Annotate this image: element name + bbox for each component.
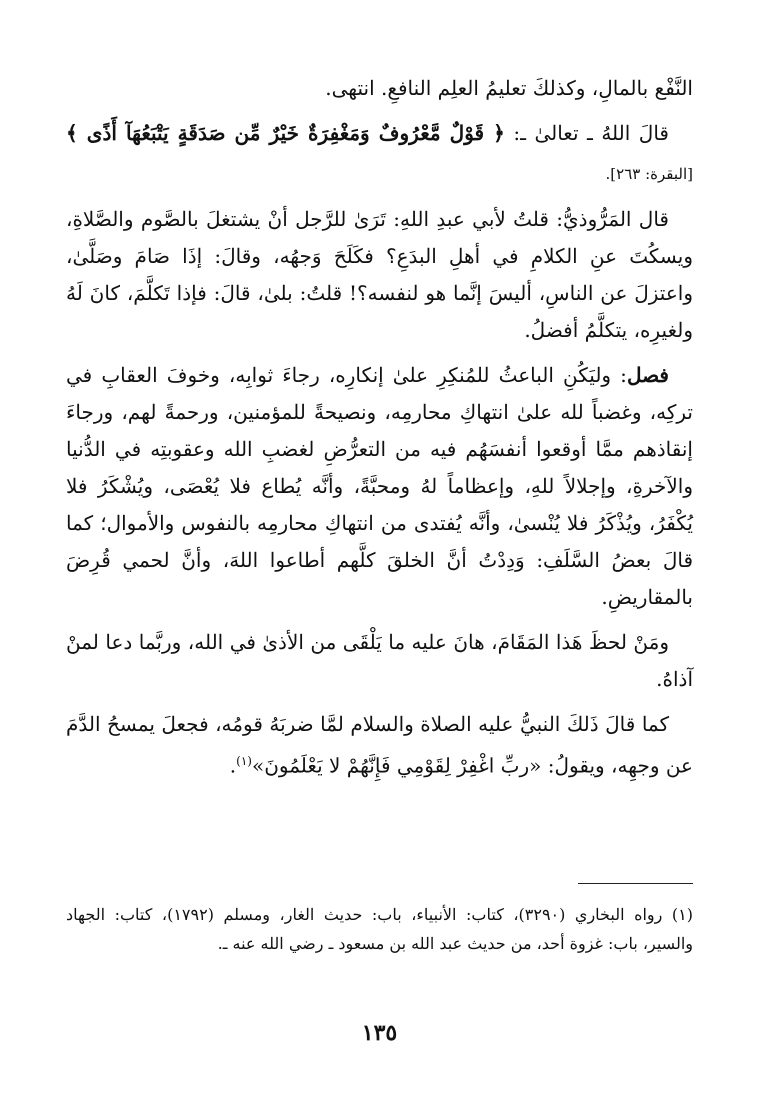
paragraph-4 xyxy=(66,357,693,616)
quran-verse: ﴿ قَوْلٌ مَّعْرُوفٌ وَمَغْفِرَةٌ خَيْرٌ مِّن صَدَقَةٍ يَتْبَعُهَآ أَذًى ﴾ xyxy=(66,121,505,145)
paragraph-6-body: كما قالَ ذَلكَ النبيُّ عليه الصلاة والسلام لمَّا ضربَهُ قومُه، فجعلَ يمسحُ الدَّمَ عن وجهِه، ويقولُ: «ربِّ اغْفِرْ لِقَوْمِي فَإِنَّهُمْ لا يَعْلَمُونَ» xyxy=(66,712,693,778)
paragraph-3: قال المَرُّوذيُّ: قلتُ لأبي عبدِ اللهِ: تَرَىٰ للرَّجل أنْ يشتغلَ بالصَّوم والصَّلاةِ، ويسكُتَ عنِ الكلامِ في أهلِ البدَعِ؟ فكَلَحَ وَجهُه، وقالَ: إذَا صَامَ وصَلَّىٰ، واعتزلَ عن الناسِ، أليسَ إنَّما هو لنفسه؟! قلتُ: بلىٰ، قالَ: فإذا تَكلَّمَ، كانَ لَهُ ولغيرِه، يتكلَّمُ أفضلُ. xyxy=(66,207,693,342)
paragraph-6 xyxy=(66,706,693,785)
page-number: ١٣٥ xyxy=(361,1020,398,1046)
footnote-text: (١) رواه البخاري (٣٢٩٠)، كتاب: الأنبياء، باب: حديث الغار، ومسلم (١٧٩٢)، كتاب: الجهاد والسير، باب: غزوة أحد، من حديث عبد الله بن مسعود ـ رضي الله عنه ـ. xyxy=(66,905,694,953)
paragraph-4-body: : وليَكُنِ الباعثُ للمُنكِرِ علىٰ إنكارِه، رجاءَ ثوابِه، وخوفَ العقابِ في تركِه، وغضباً لله علىٰ انتهاكِ محارمِه، ونصيحةً للمؤمنين، ورحمةً لهم، ورجاءَ إنقاذهم ممَّا أوقعوا أنفسَهُم فيه من التعرُّضِ لغضبِ الله وعقوبتِه في الدُّنيا والآخرةِ، وإجلالاً للهِ، وإعظاماً لهُ ومحبَّةً، وأنَّه يُطاع فلا يُعْصَى، ويُشْكَرُ فلا يُكْفَرُ، ويُذْكَرُ فلا يُنْسىٰ، وأنَّه يُفتدى من انتهاكِ محارمِه بالنفوس والأموال؛ كما قالَ بعضُ السَّلَفِ: وَدِدْتُ أنَّ الخلقَ كلَّهم أطاعوا اللهَ، وأنَّ لحمي قُرِضَ بالمقاريضِ. xyxy=(66,363,693,609)
footnote-marker[interactable]: (١) xyxy=(236,754,252,768)
quran-intro: قالَ اللهُ ـ تعالىٰ ـ: xyxy=(504,121,669,145)
paragraph-5: ومَنْ لحظَ هَذا المَقَامَ، هانَ عليه ما يَلْقَى من الأذىٰ في الله، وربَّما دعا لمنْ آذاهُ. xyxy=(66,630,693,691)
paragraph-2 xyxy=(66,115,693,193)
quran-reference: [البقرة: ٢٦٣]. xyxy=(605,165,693,183)
footnote-divider xyxy=(578,883,693,884)
paragraph-6-tail: . xyxy=(229,753,237,778)
main-text xyxy=(66,70,693,793)
section-lead: فصل xyxy=(626,363,669,387)
paragraph-1: النَّفْع بالمالِ، وكذلكَ تعليمُ العلِم النافعِ. انتهى. xyxy=(325,76,693,100)
footnote-1 xyxy=(66,900,693,958)
footnotes xyxy=(66,900,693,958)
